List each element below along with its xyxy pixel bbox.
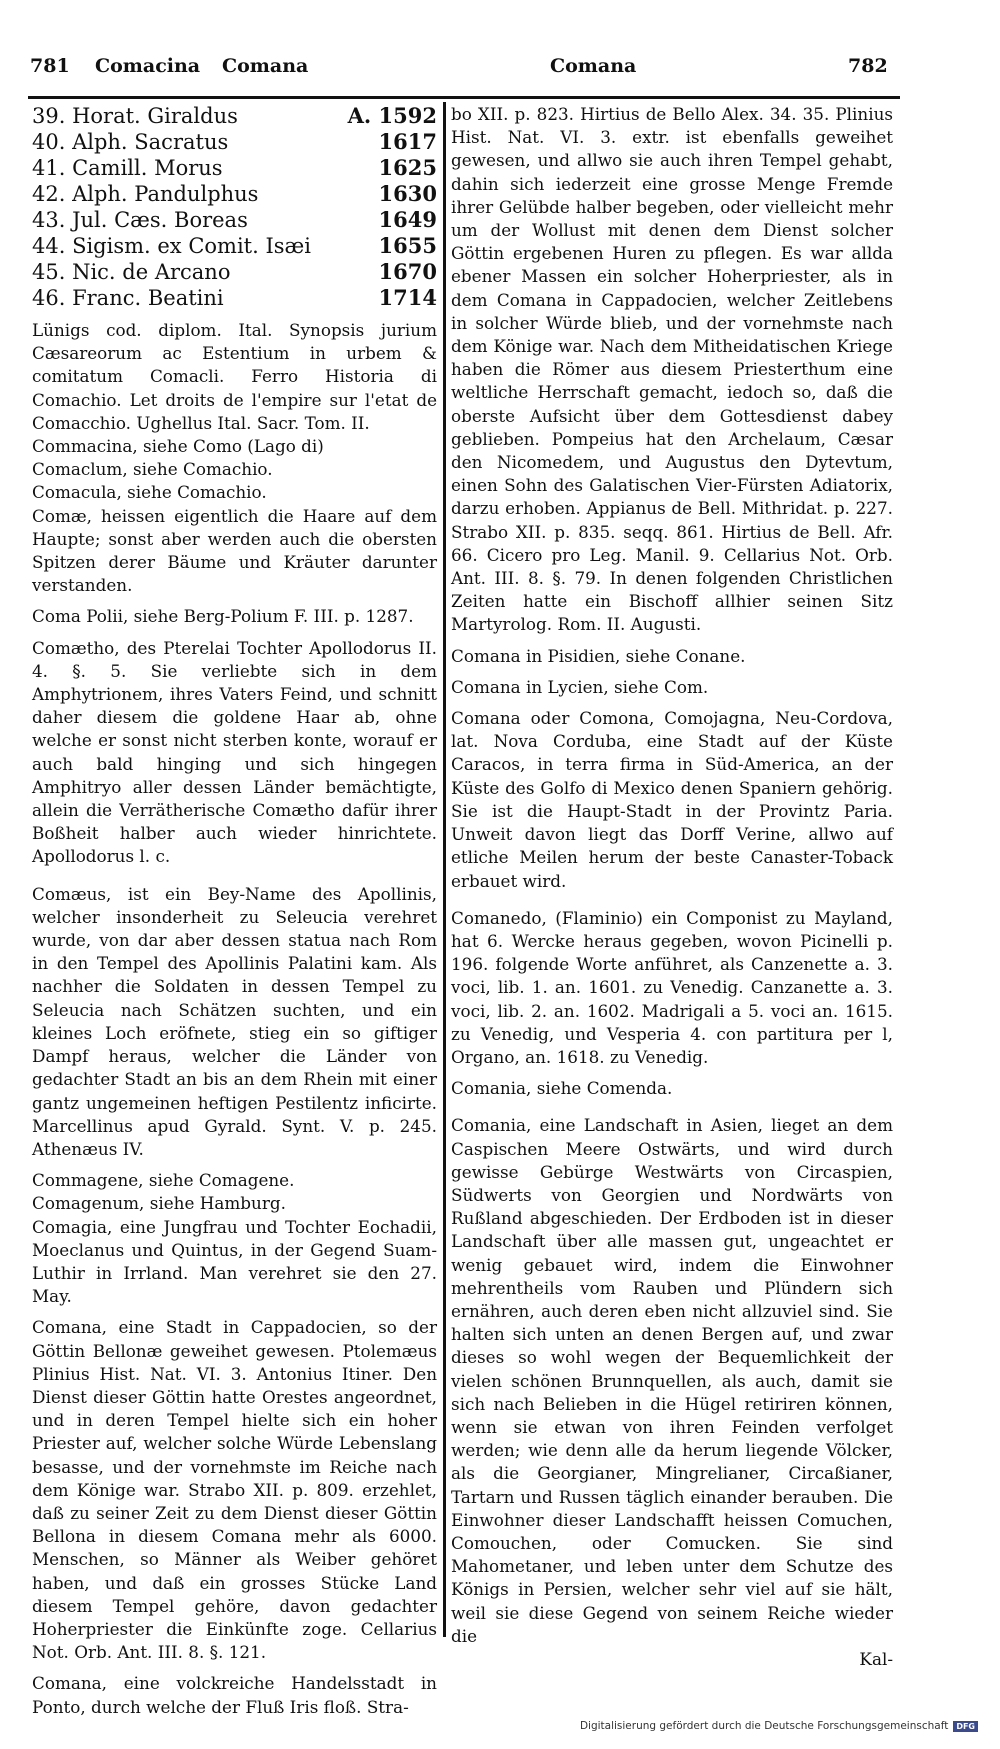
entry-text: Comania, siehe Comenda. [451, 1078, 673, 1099]
list-item [32, 181, 437, 207]
list-year: 1649 [378, 207, 437, 232]
entry-text: Comana oder Comona, Comojagna, Neu-Cordova, lat. Nova Corduba, eine Stadt auf der Küste Caracos, in terra firma in Süd-America, an der Küste des Golfo di Mexico denen Spaniern gehörig. Sie ist die Haupt-Stadt in der Provintz Paria. Unweit davon liegt das Dorff Verine, allwo auf etliche Meilen herum der beste Canaster-Toback erbauet wird. [451, 708, 893, 891]
list-year: 1617 [378, 129, 437, 154]
left-column [32, 103, 437, 1719]
entry-text: bo XII. p. 823. Hirtius de Bello Alex. 34. 35. Plinius Hist. Nat. VI. 3. extr. ist ebenfalls geweihet gewesen, und allwo sie auch ihren Tempel gehabt, dahin sich iederzeit eine grosse Menge Fremde ihrer Gelübde halber begeben, oder vielleicht mehr um der Wollust mit denen dem Dienst solcher Göttin ergebenen Huren zu pflegen. Es war allda ebener Massen ein solcher Hoherpriester, als in dem Comana in Cappadocien, welcher Zeitlebens in solcher Würde blieb, und der vornehmste nach dem Könige war. Nach dem Mitheidatischen Kriege haben die Römer aus diesem Priesterthum eine weltliche Herrschaft gemacht, iedoch so, daß die oberste Aufsicht über dem Gottesdienst dabey geblieben. Pompeius hat den Archelaum, Cæsar den Nicomedem, und Augustus den Dytevtum, einen Sohn des Galatischen Vier-Fürsten Adiatorix, darzu erhoben. Appianus de Bell. Mithridat. p. 227. Strabo XII. p. 835. seqq. 861. Hirtius de Bell. Afr. 66. Cicero pro Leg. Manil. 9. Cellarius Not. Orb. Ant. III. 8. §. 79. In denen folgenden Christlichen Zeiten hatte ein Bischoff allhier seinen Sitz Martyrolog. Rom. II. Augusti. [451, 104, 893, 635]
list-label: 43. Jul. Cæs. Boreas [32, 208, 248, 232]
entry-text: Commacina, siehe Como (Lago di) [32, 436, 324, 457]
catchword-left-1: Comacina [95, 55, 201, 77]
list-item [32, 285, 437, 311]
entry-text: Comania, eine Landschaft in Asien, lieget an dem Caspischen Meere Ostwärts, und wird durch gewisse Gebürge Westwärts von Circaspien, Südwerts von Georgien und Nordwärts von Rußland abgeschieden. Der Erdboden ist in dieser Landschaft über alle massen gut, ungeachtet er wenig gebauet wird, indem die Einwohner mehrentheils vom Rauben und Plündern sich ernähren, auch deren eben nicht allzuviel sind. Sie halten sich unten an denen Bergen auf, und zwar dieses so wohl wegen der Bequemlichkeit der vielen schönen Brunnquellen, als auch, damit sie sich nach Belieben in die Hügel retiriren können, wenn sie etwan von ihren Feinden verfolget werden; wie denn alle da herum liegende Völcker, als die Georgianer, Mingrelianer, Circaßianer, Tartarn und Russen täglich einander berauben. Die Einwohner dieser Landschafft heissen Comuchen, Comouchen, oder Comucken. Sie sind Mahometaner, und leben unter dem Schutze des Königs in Persien, welcher sehr viel auf sie hält, weil sie diese Gegend von seinem Reiche wieder die [451, 1115, 893, 1646]
entry-text: Comana, eine volckreiche Handelsstadt in Ponto, durch welche der Fluß Iris floß. Stra- [32, 1673, 437, 1717]
entry-text: Comana in Lycien, siehe Com. [451, 676, 709, 697]
list-label: 40. Alph. Sacratus [32, 130, 229, 154]
entry-text: Comætho, des Pterelai Tochter Apollodorus II. 4. §. 5. Sie verliebte sich in dem Amphytrionem, ihres Vaters Feind, und schnitt daher diesem die goldene Haar ab, ohne welche er sonst nicht sterben konte, worauf er auch bald hinging und sich hingegen Amphitryo aller dessen Länder bemächtigte, allein die Verrätherische Comætho dafür ihrer Boßheit halber auch wieder hinrichtete. Apollodorus l. c. [32, 637, 437, 867]
catchword-right: Comana [550, 55, 637, 77]
list-year: 1655 [378, 233, 437, 258]
header-rule [28, 96, 900, 99]
bishop-list [32, 103, 437, 311]
list-item [32, 129, 437, 155]
dfg-logo: DFG [953, 1721, 978, 1732]
page-number-left: 781 [30, 55, 70, 77]
right-column [451, 103, 893, 1671]
page-footer [580, 1720, 978, 1732]
entry-text: Commagene, siehe Comagene. [32, 1170, 295, 1191]
list-label: 42. Alph. Pandulphus [32, 182, 259, 206]
list-item [32, 103, 437, 129]
page-header [0, 55, 1000, 97]
list-item [32, 207, 437, 233]
list-year: A. 1592 [347, 103, 437, 128]
list-label: 45. Nic. de Arcano [32, 260, 231, 284]
list-label: 44. Sigism. ex Comit. Isæi [32, 234, 311, 258]
entry-text: Lünigs cod. diplom. Ital. Synopsis jurium Cæsareorum ac Estentium in urbem & comitatum Comacli. Ferro Historia di Comachio. Let droits de l'empire sur l'etat de Comacchio. Ughellus Ital. Sacr. Tom. II. [32, 320, 437, 433]
column-divider [443, 102, 446, 1637]
entry-text: Comana in Pisidien, siehe Conane. [451, 645, 746, 666]
list-item [32, 233, 437, 259]
entry-text: Comaclum, siehe Comachio. [32, 459, 273, 480]
list-item [32, 259, 437, 285]
entry-text: Comacula, siehe Comachio. [32, 482, 267, 503]
entry-text: Comanedo, (Flaminio) ein Componist zu Mayland, hat 6. Wercke heraus gegeben, wovon Picinelli p. 196. folgende Worte anführet, als Canzenette a. 3. voci, lib. 1. an. 1601. zu Venedig. Canzanette a. 3. voci, lib. 2. an. 1602. Madrigali a 5. voci an. 1615. zu Venedig, und Vesperia 4. con partitura per l, Organo, an. 1618. zu Venedig. [451, 907, 893, 1067]
list-label: 39. Horat. Giraldus [32, 104, 238, 128]
list-label: 46. Franc. Beatini [32, 286, 224, 310]
catchword-bottom: Kal- [859, 1649, 893, 1669]
entry-text: Comæus, ist ein Bey-Name des Apollinis, welcher insonderheit zu Seleucia verehret wurde, von dar aber dessen statua nach Rom in den Tempel des Apollinis Palatini kam. Als nachher die Soldaten in dessen Tempel zu Seleucia nach Schätzen suchten, und ein kleines Loch eröfnete, stieg ein so giftiger Dampf heraus, welcher die Länder von gedachter Stadt an bis an dem Rhein mit einer gantz ungemeinen heftigen Pestilentz inficirte. Marcellinus apud Gyrald. Synt. V. p. 245. Athenæus IV. [32, 883, 437, 1159]
entry-text: Comana, eine Stadt in Cappadocien, so der Göttin Bellonæ geweihet gewesen. Ptolemæus Plinius Hist. Nat. VI. 3. Antonius Itiner. Den Dienst dieser Göttin hatte Orestes angeordnet, und in deren Tempel hielte sich ein hoher Priester auf, welcher solche Würde Lebenslang besasse, und der vornehmste im Reiche nach dem Könige war. Strabo XII. p. 809. erzehlet, daß zu seiner Zeit zu dem Dienst dieser Göttin Bellona in diesem Comana mehr als 6000. Menschen, so Männer als Weiber gehöret haben, und daß ein grosses Stücke Land diesem Tempel gehöre, davon gedachter Hoherpriester die Einkünfte zoge. Cellarius Not. Orb. Ant. III. 8. §. 121. [32, 1317, 437, 1663]
list-year: 1670 [378, 259, 437, 284]
footer-credit: Digitalisierung gefördert durch die Deutsche Forschungsgemeinschaft [579, 1720, 949, 1732]
list-label: 41. Camill. Morus [32, 156, 223, 180]
list-item [32, 155, 437, 181]
entry-text: Comæ, heissen eigentlich die Haare auf dem Haupte; sonst aber werden auch die obersten Spitzen derer Bäume und Kräuter darunter verstanden. [32, 505, 437, 596]
catchword-left-2: Comana [222, 55, 309, 77]
list-year: 1625 [378, 155, 437, 180]
list-year: 1630 [378, 181, 437, 206]
entry-text: Comagenum, siehe Hamburg. [32, 1193, 286, 1214]
entry-text: Coma Polii, siehe Berg-Polium F. III. p. 1287. [32, 606, 414, 627]
list-year: 1714 [378, 285, 437, 310]
page-number-right: 782 [848, 55, 888, 77]
entry-text: Comagia, eine Jungfrau und Tochter Eochadii, Moeclanus und Quintus, in der Gegend Suam-Luthir in Irrland. Man verehret sie den 27. May. [32, 1216, 437, 1307]
